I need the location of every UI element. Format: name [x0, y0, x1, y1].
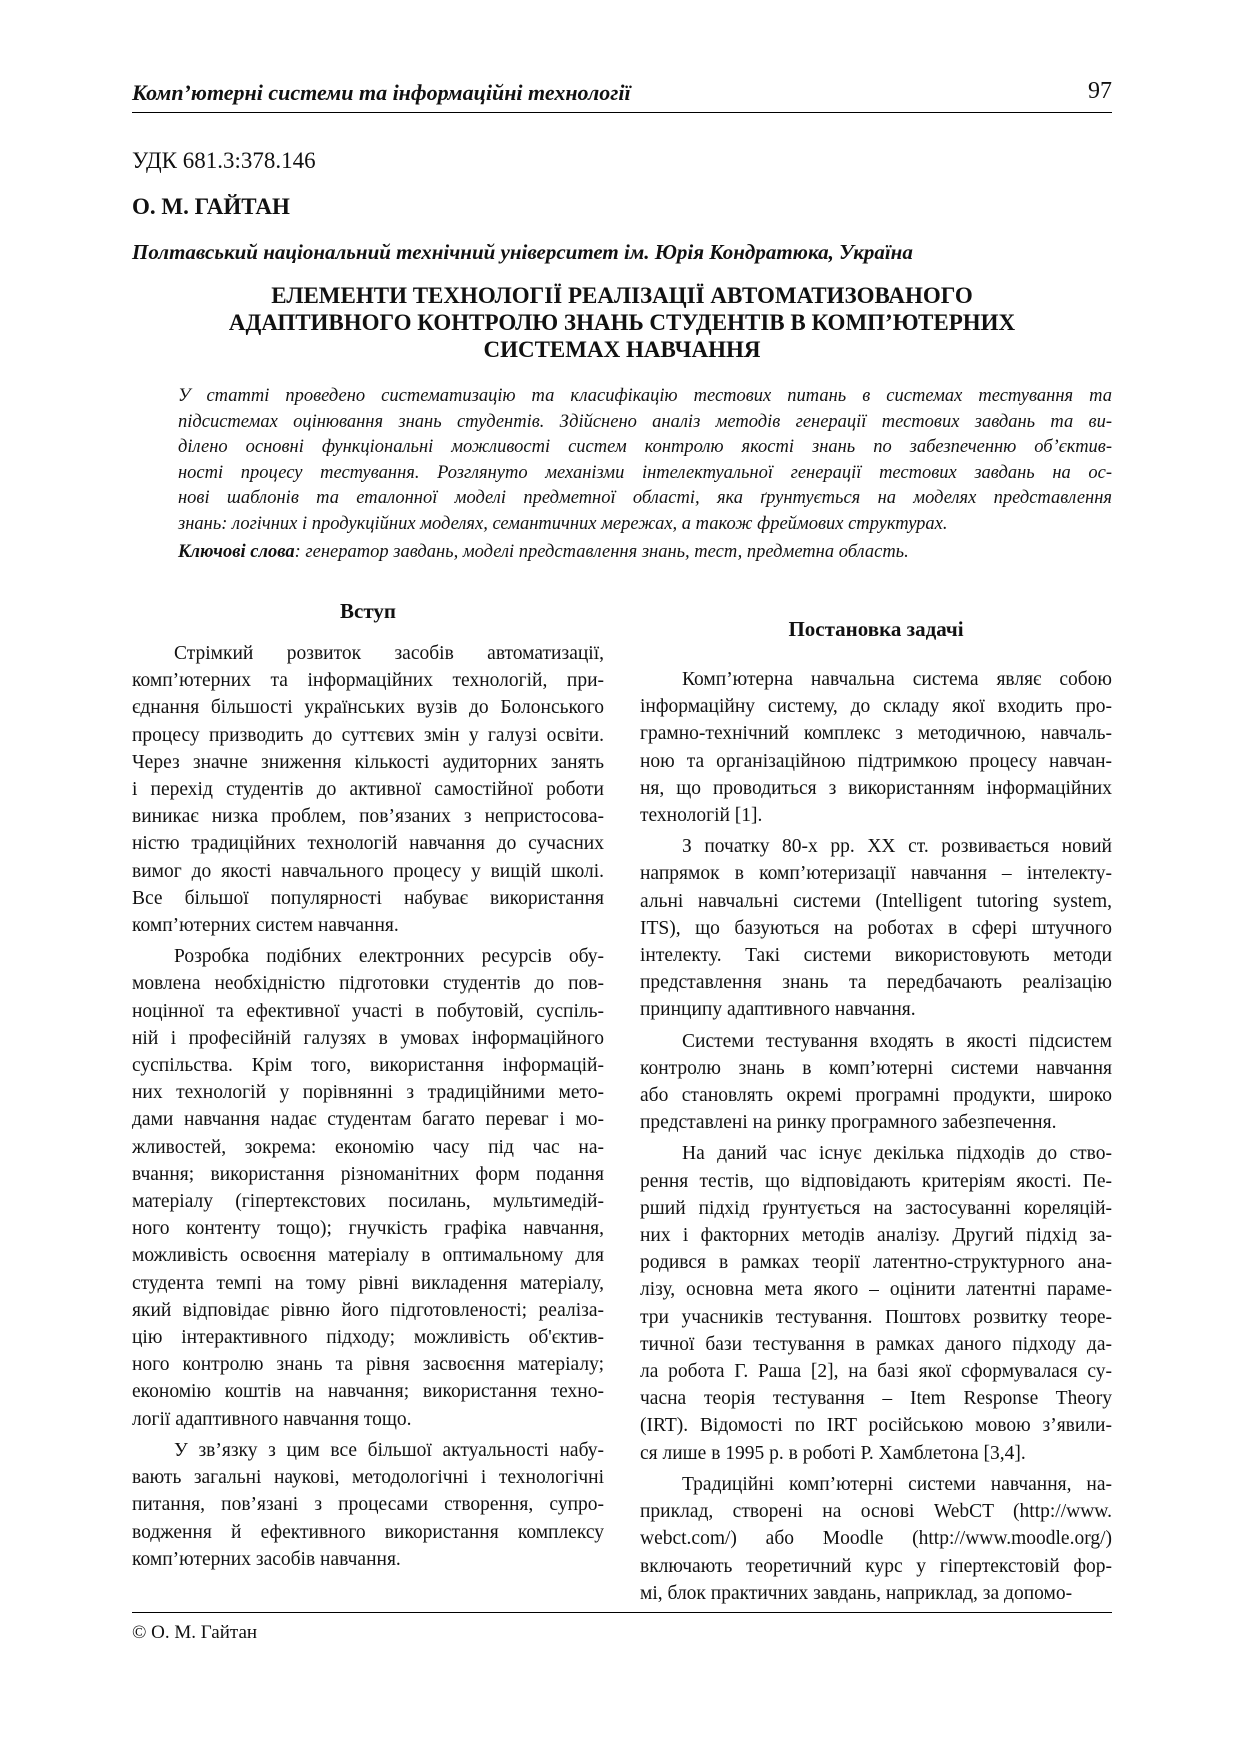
intro-column [132, 596, 604, 1577]
text-line: рший підхід ґрунтується на застосуванні кореляцій- [640, 1197, 1112, 1219]
paragraph [132, 1437, 604, 1573]
text-line: ній і професійній галузях в умовах інформаційного [132, 1027, 604, 1049]
text-line: який відповідає рівню його підготовленості; реаліза- [132, 1299, 604, 1321]
problem-column [640, 614, 1112, 1611]
text-line: ITS), що базуються на роботах в сфері штучного [640, 917, 1112, 939]
keywords [178, 542, 1112, 563]
abstract [178, 384, 1112, 537]
author-name: О. М. ГАЙТАН [132, 194, 290, 219]
journal-title: Комп’ютерні системи та інформаційні технології [132, 80, 631, 105]
keywords-label: Ключові слова [178, 542, 295, 562]
paragraph [640, 666, 1112, 829]
text-line: принципу адаптивного навчання. [640, 999, 916, 1021]
text-line: процесу призводить до суттєвих змін у галузі освіти. [132, 724, 604, 746]
text-line: включають теоретичний курс у гіпертекстовій фор- [640, 1555, 1112, 1577]
text-line: три учасників тестування. Поштовх розвитку теоре- [640, 1306, 1112, 1328]
text-line: економію коштів на навчання; використання техно- [132, 1381, 604, 1403]
text-line: Стрімкий розвиток засобів автоматизації, [174, 643, 604, 664]
text-line: інформаційну систему, до складу якої входить про- [640, 696, 1112, 718]
text-line: них і факторних методів аналізу. Другий підхід за- [640, 1225, 1112, 1247]
paragraph [640, 1471, 1112, 1607]
text-line: webct.com/) або Moodle (http://www.moodle.org/) [640, 1528, 1112, 1550]
text-line: цію інтерактивного підходу; можливість об'єктив- [132, 1327, 604, 1349]
text-line: мі, блок практичних завдань, наприклад, за допомо- [640, 1582, 1073, 1604]
section-heading-problem: Постановка задачі [788, 617, 964, 641]
paragraph [132, 943, 604, 1433]
abstract-line: ності процесу тестування. Розглянуто механізми інтелектуальної генерації тестових завдань на ос- [178, 462, 1112, 483]
text-line: логії адаптивного навчання тощо. [132, 1408, 412, 1430]
text-line: ною та організаційною підтримкою процесу навчан- [640, 750, 1112, 772]
text-line: З початку 80-х рр. ХХ ст. розвивається новий [682, 836, 1112, 858]
paragraph [640, 1140, 1112, 1466]
text-line: матеріалу (гіпертекстових посилань, мультимедій- [132, 1191, 604, 1213]
text-line: Через значне зниження кількості аудиторних занять [132, 751, 604, 773]
text-line: Розробка подібних електронних ресурсів обу- [174, 946, 604, 968]
text-line: ла робота Г. Раша [2], на базі якої сформувалася су- [640, 1361, 1112, 1383]
paragraph [132, 640, 604, 939]
text-line: дами навчання надає студентам багато переваг і мо- [132, 1109, 604, 1131]
affiliation: Полтавський національний технічний університет ім. Юрія Кондратюка, Україна [132, 240, 913, 264]
text-line: можливість освоєння матеріалу в оптимальному для [132, 1245, 604, 1267]
article-title [132, 282, 1112, 363]
running-header [132, 76, 1112, 113]
text-line: альні навчальні системи (Intelligent tutoring system, [640, 890, 1112, 912]
abstract-line: У статті проведено систематизацію та класифікацію тестових питань в системах тестування та [178, 386, 1112, 406]
text-line: комп’ютерних та інформаційних технологій, при- [132, 670, 604, 692]
text-line: ся лише в 1995 р. в роботі Р. Хамблетона [3,4]. [640, 1442, 1026, 1464]
text-line: У зв’язку з цим все більшої актуальності набу- [174, 1439, 604, 1461]
text-line: родився в рамках теорії латентно-структурного ана- [640, 1252, 1112, 1274]
title-line: АДАПТИВНОГО КОНТРОЛЮ ЗНАНЬ СТУДЕНТІВ В КОМП’ЮТЕРНИХ [228, 310, 1016, 335]
copyright-notice: © О. М. Гайтан [132, 1622, 258, 1643]
text-line: ня, що проводиться з використанням інформаційних [640, 777, 1112, 799]
udk-code: УДК 681.3:378.146 [132, 148, 316, 173]
text-line: ністю традиційних технологій навчання до сучасних [132, 833, 604, 855]
text-line: мовлена необхідністю підготовки студентів до пов- [132, 973, 604, 995]
text-line: виникає низка проблем, пов’язаних з непристосова- [132, 806, 604, 828]
text-line: рення тестів, що відповідають критеріям якості. Пе- [640, 1170, 1112, 1192]
text-line: них технологій у порівнянні з традиційними мето- [132, 1082, 604, 1104]
title-line: ЕЛЕМЕНТИ ТЕХНОЛОГІЇ РЕАЛІЗАЦІЇ АВТОМАТИЗОВАНОГО [271, 283, 973, 308]
text-line: і перехід студентів до активної самостійної роботи [132, 779, 604, 801]
text-line: часна теорія тестування – Item Response Theory [640, 1388, 1112, 1410]
text-line: Традиційні комп’ютерні системи навчання, на- [682, 1473, 1112, 1495]
problem-body [640, 666, 1112, 1607]
text-line: ного контролю знань та рівня засвоєння матеріалу; [132, 1354, 604, 1376]
paragraph [640, 833, 1112, 1023]
text-line: вимог до якості навчального процесу у вищій школі. [132, 860, 604, 882]
text-line: представлення знань та передбачають реалізацію [640, 972, 1112, 994]
text-line: єднання більшості українських вузів до Болонського [132, 697, 604, 719]
text-line: (IRT). Відомості по IRT російською мовою з’явили- [640, 1415, 1112, 1437]
page-number: 97 [1088, 78, 1112, 104]
abstract-line: підсистемах оцінювання знань студентів. Здійснено аналіз методів генерації тестових завдань та ви- [178, 411, 1112, 432]
text-line: вчання; використання різноманітних форм подання [132, 1163, 604, 1185]
text-line: грамно-технічний комплекс з методичною, навчаль- [640, 723, 1112, 745]
text-line: або становлять окремі програмні продукти, широко [640, 1085, 1112, 1107]
footer-divider [132, 1612, 1112, 1613]
text-line: Комп’ютерна навчальна система являє собою [682, 669, 1112, 690]
text-line: приклад, створені на основі WebCT (http://www. [640, 1501, 1112, 1523]
keywords-text: : генератор завдань, моделі представлення знань, тест, предметна область. [294, 542, 909, 562]
text-line: технологій [1]. [640, 805, 763, 827]
text-line: На даний час існує декілька підходів до ство- [682, 1143, 1112, 1165]
paragraph [640, 1028, 1112, 1137]
section-heading-intro: Вступ [340, 599, 396, 623]
text-line: Системи тестування входять в якості підсистем [682, 1030, 1112, 1052]
text-line: контролю знань в комп’ютерні системи навчання [640, 1057, 1112, 1079]
text-line: представлені на ринку програмного забезпечення. [640, 1112, 1057, 1134]
text-line: лізу, основна мета якого – оцінити латентні параме- [640, 1279, 1112, 1301]
title-line: СИСТЕМАХ НАВЧАННЯ [483, 337, 761, 362]
abstract-line: знань: логічних і продукційних моделях, семантичних мережах, а також фреймових структурах. [178, 513, 948, 534]
text-line: Все більшої популярності набуває використання [132, 887, 604, 909]
text-line: тичної бази тестування в рамках даного підходу да- [640, 1333, 1112, 1355]
abstract-line: ділено основні функціональні можливості систем контролю якості знань по забезпеченню об’єктив- [178, 437, 1112, 457]
text-line: напрямок в комп’ютеризації навчання – інтелекту- [640, 863, 1112, 885]
abstract-line: нові шаблонів та еталонної моделі предметної області, яка ґрунтується на моделях представлення [178, 488, 1112, 508]
text-line: ноцінної та ефективної участі в побутовій, суспіль- [132, 1000, 604, 1022]
text-line: ного контенту тощо); гнучкість графіка навчання, [132, 1218, 604, 1240]
intro-body [132, 640, 604, 1573]
text-line: комп’ютерних засобів навчання. [132, 1548, 401, 1570]
text-line: вають загальні наукові, методологічні і технологічні [132, 1467, 604, 1489]
text-line: інтелекту. Такі системи використовують методи [640, 945, 1112, 967]
text-line: студента темпі на тому рівні викладення матеріалу, [132, 1272, 604, 1294]
text-line: жливостей, зокрема: економію часу під час на- [132, 1136, 604, 1158]
text-line: суспільства. Крім того, використання інформацій- [132, 1055, 604, 1077]
text-line: водження й ефективного використання комплексу [132, 1521, 604, 1543]
text-line: питання, пов’язані з процесами створення, супро- [132, 1494, 604, 1516]
text-line: комп’ютерних систем навчання. [132, 915, 399, 937]
